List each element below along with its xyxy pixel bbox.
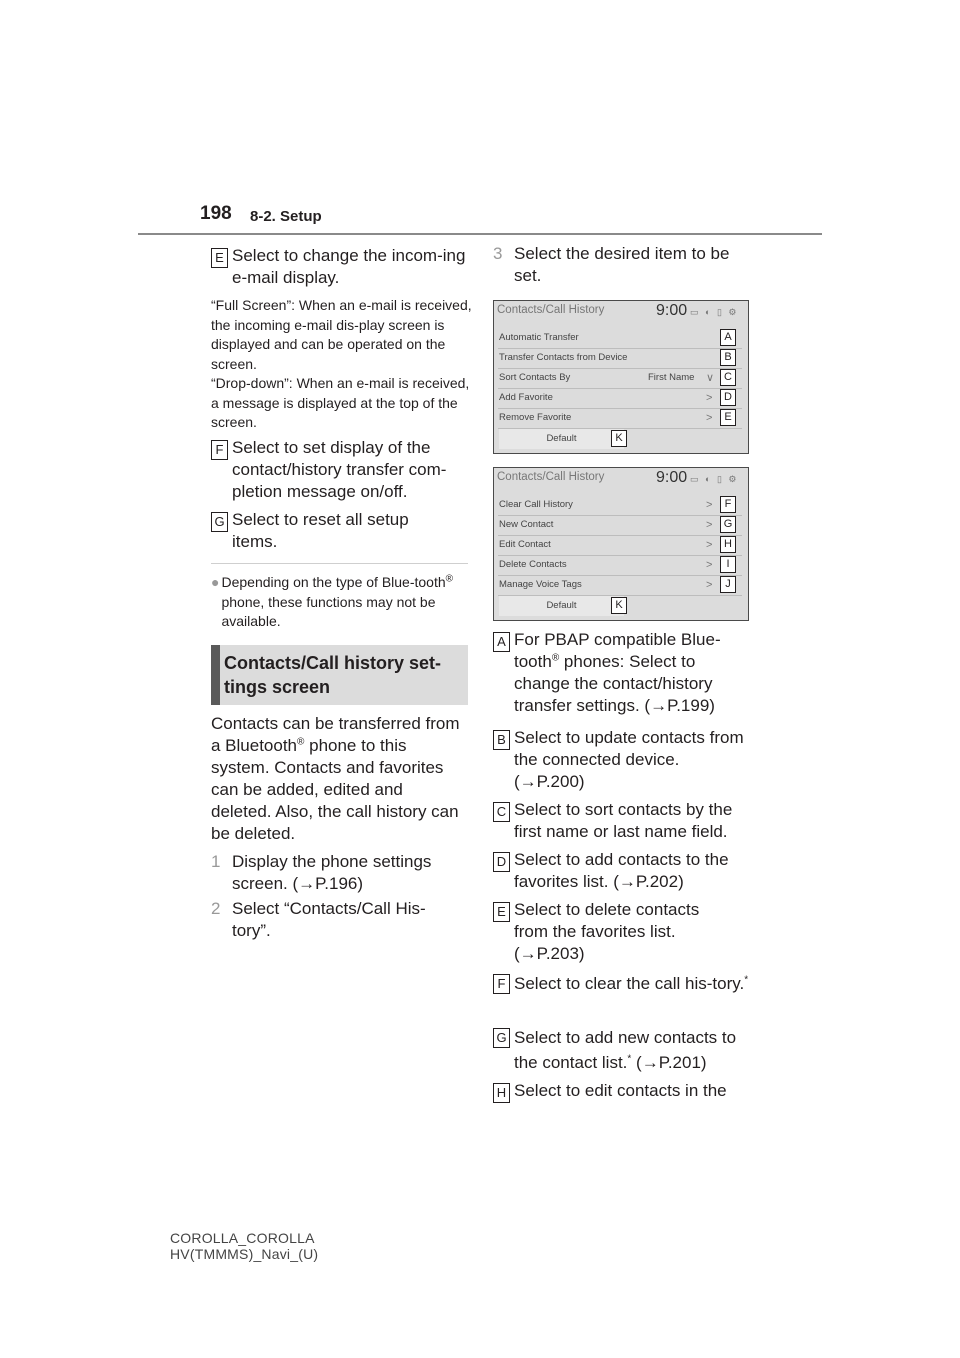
desc-a: A For PBAP compatible Blue-tooth® phones: Select to change the contact/history transfer settings. (→P.199): [493, 629, 763, 717]
screenshot-contacts-settings-2: [493, 467, 749, 621]
item-e: [211, 245, 473, 289]
item-f: [211, 437, 473, 503]
section-title: 8-2. Setup: [250, 208, 322, 225]
screen-row: Edit Contact > H: [498, 535, 742, 556]
note-drop-down: “Drop-down”: When an e-mail is received, a message is displayed at the top of the screen.: [211, 375, 470, 431]
letter-a-icon: A: [493, 632, 510, 652]
screen-title: Contacts/Call History: [497, 304, 605, 316]
screen-row: Sort Contacts By First Name ∨ C: [498, 368, 742, 389]
default-button: Default K: [499, 596, 624, 616]
letter-c-icon: C: [493, 802, 510, 822]
letter-a-icon: A: [720, 329, 736, 346]
intro-paragraph: Contacts can be transferred from a Bluetooth® phone to this system. Contacts and favorites can be added, edited and deleted. Also, the call history can be deleted.: [211, 714, 460, 843]
letter-i-icon: I: [720, 556, 736, 573]
page-number: 198: [200, 203, 232, 224]
screen-row: Automatic Transfer A: [498, 328, 742, 349]
screen-row: Transfer Contacts from Device B: [498, 348, 742, 369]
letter-e-icon: E: [211, 248, 228, 268]
letter-k-icon: K: [611, 597, 627, 614]
letter-d-icon: D: [493, 852, 510, 872]
item-g: [211, 509, 473, 553]
note-full-screen: “Full Screen”: When an e-mail is received, the incoming e-mail dis-play screen is displayed and can be operated on the screen.: [211, 297, 472, 372]
letter-f-icon: F: [720, 496, 736, 513]
screen-row: Clear Call History > F: [498, 495, 742, 516]
default-button: Default K: [499, 429, 624, 449]
screen-title: Contacts/Call History: [497, 471, 605, 483]
arrow-icon: →: [298, 874, 316, 893]
letter-f-icon: F: [211, 440, 228, 460]
item-f-text: Select to set display of the contact/history transfer com-pletion message on/off.: [232, 438, 447, 501]
item-g-text: Select to reset all setup items.: [232, 510, 409, 551]
letter-b-icon: B: [720, 349, 736, 366]
step-1: 1 Display the phone settings screen. (→P.196): [211, 852, 432, 893]
desc-h: H Select to edit contacts in the: [493, 1080, 763, 1103]
header-rule: [138, 233, 822, 235]
footer: COROLLA_COROLLA HV(TMMMS)_Navi_(U): [170, 1230, 319, 1262]
status-icons: ▭ ◐ ▯ ⚙: [690, 307, 739, 317]
arrow-icon: →: [641, 1053, 659, 1072]
item-e-text: Select to change the incom-ing e-mail display.: [232, 246, 466, 287]
divider: [211, 563, 468, 564]
letter-e-icon: E: [720, 409, 736, 426]
desc-c: C Select to sort contacts by the first name or last name field.: [493, 799, 763, 843]
screen-row: Manage Voice Tags > J: [498, 575, 742, 596]
arrow-icon: →: [519, 772, 537, 791]
screen-row: New Contact > G: [498, 515, 742, 536]
status-icons: ▭ ◐ ▯ ⚙: [690, 474, 739, 484]
screen-clock: 9:00: [656, 469, 688, 486]
step-3: 3 Select the desired item to be set.: [493, 244, 730, 285]
letter-g-icon: G: [211, 512, 228, 532]
arrow-icon: →: [519, 944, 537, 963]
letter-c-icon: C: [720, 369, 736, 386]
desc-e: E Select to delete contacts from the favorites list. (→P.203): [493, 899, 763, 965]
letter-b-icon: B: [493, 730, 510, 750]
letter-e-icon: E: [493, 902, 510, 922]
screen-row: Remove Favorite > E: [498, 408, 742, 429]
letter-g-icon: G: [720, 516, 736, 533]
arrow-icon: →: [618, 872, 636, 891]
bullet-note-text: Depending on the type of Blue-tooth® phone, these functions may not be available.: [221, 573, 454, 630]
letter-h-icon: H: [720, 536, 736, 553]
desc-b: B Select to update contacts from the connected device. (→P.200): [493, 727, 763, 793]
screenshot-contacts-settings-1: [493, 300, 749, 454]
letter-f-icon: F: [493, 974, 510, 994]
letter-h-icon: H: [493, 1083, 510, 1103]
desc-f: F Select to clear the call his-tory.*: [493, 971, 763, 996]
step-2: 2 Select “Contacts/Call His-tory”.: [211, 899, 426, 940]
section-heading-bar: [211, 645, 220, 705]
section-heading: Contacts/Call history set-tings screen: [224, 653, 442, 697]
letter-j-icon: J: [720, 576, 736, 593]
screen-row: Add Favorite > D: [498, 388, 742, 409]
letter-d-icon: D: [720, 389, 736, 406]
letter-g-icon: G: [493, 1028, 510, 1048]
letter-k-icon: K: [611, 430, 627, 447]
desc-d: D Select to add contacts to the favorites list. (→P.202): [493, 849, 763, 893]
bullet-note: [211, 573, 473, 632]
arrow-icon: →: [650, 696, 668, 715]
bullet-icon: ●: [211, 574, 220, 590]
screen-row: Delete Contacts > I: [498, 555, 742, 576]
screen-clock: 9:00: [656, 302, 688, 319]
desc-g: G Select to add new contacts to the contact list.* (→P.201): [493, 1025, 763, 1075]
